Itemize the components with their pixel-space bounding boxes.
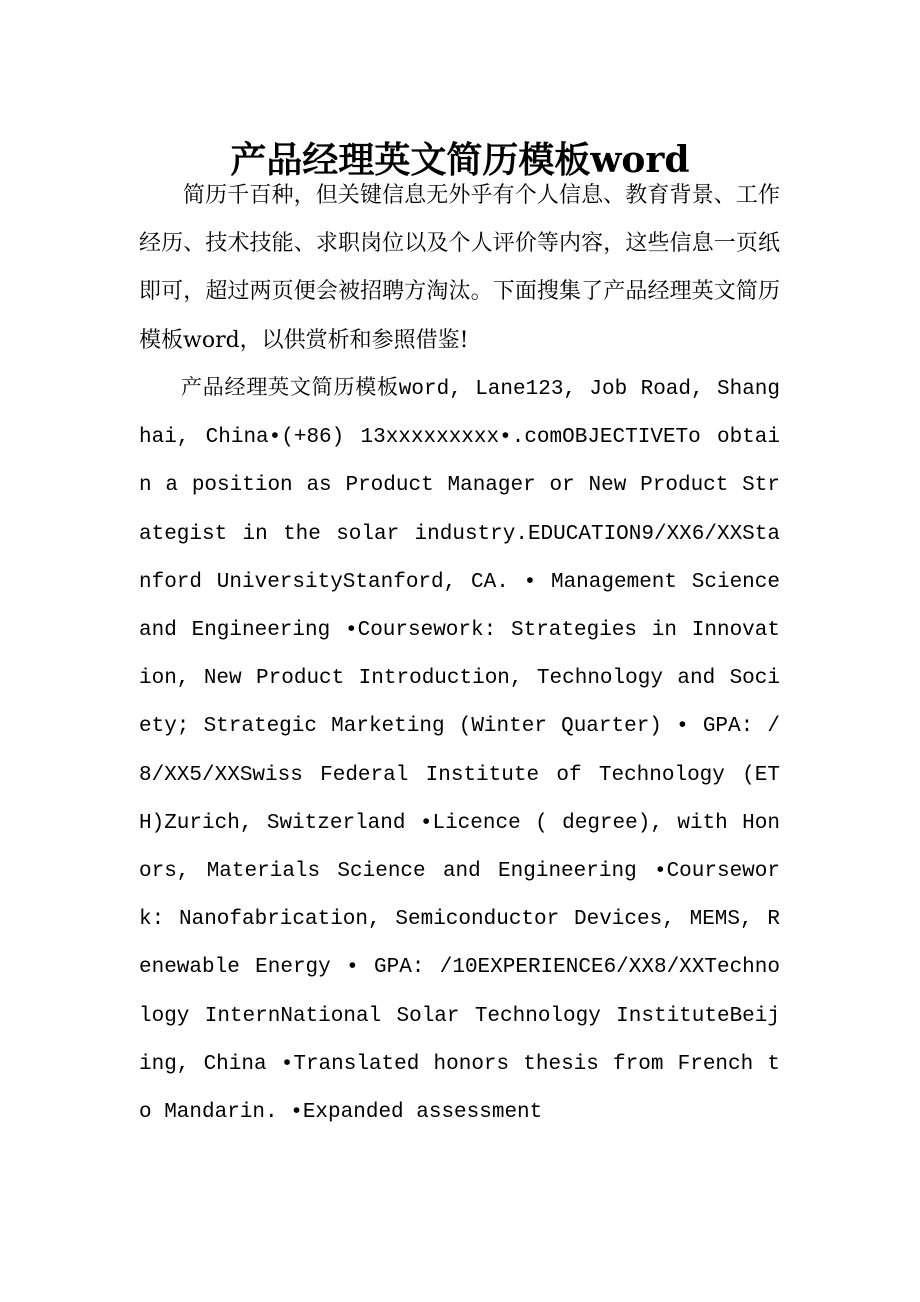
document-title: 产品经理英文简历模板word [230,139,690,182]
resume-paragraph: 产品经理英文简历模板word, Lane123, Job Road, Shanghai, China•(+86) 13xxxxxxxxx•.comOBJECTIVETo obtain a position as Product Manager or New Product Strategist in the solar industry.EDUCATION9/XX6/XXStanford UniversityStanford, CA. • Management Science and Engineering •Coursework: Strategies in Innovation, New Product Introduction, Technology and Society; Strategic Marketing (Winter Quarter) • GPA: /8/XX5/XXSwiss Federal Institute of Technology (ETH)Zurich, Switzerland •Licence ( degree), with Honors, Materials Science and Engineering •Coursework: Nanofabrication, Semiconductor Devices, MEMS, Renewable Energy • GPA: /10EXPERIENCE6/XX8/XXTechnology InternNational Solar Technology InstituteBeijing, China •Translated honors thesis from French to Mandarin. •Expanded assessment [139,378,780,1125]
intro-paragraph: 简历千百种，但关键信息无外乎有个人信息、教育背景、工作经历、技术技能、求职岗位以及个人评价等内容，这些信息一页纸即可，超过两页便会被招聘方淘汰。下面搜集了产品经理英文简历模板word，以供赏析和参照借鉴! [139,183,780,353]
